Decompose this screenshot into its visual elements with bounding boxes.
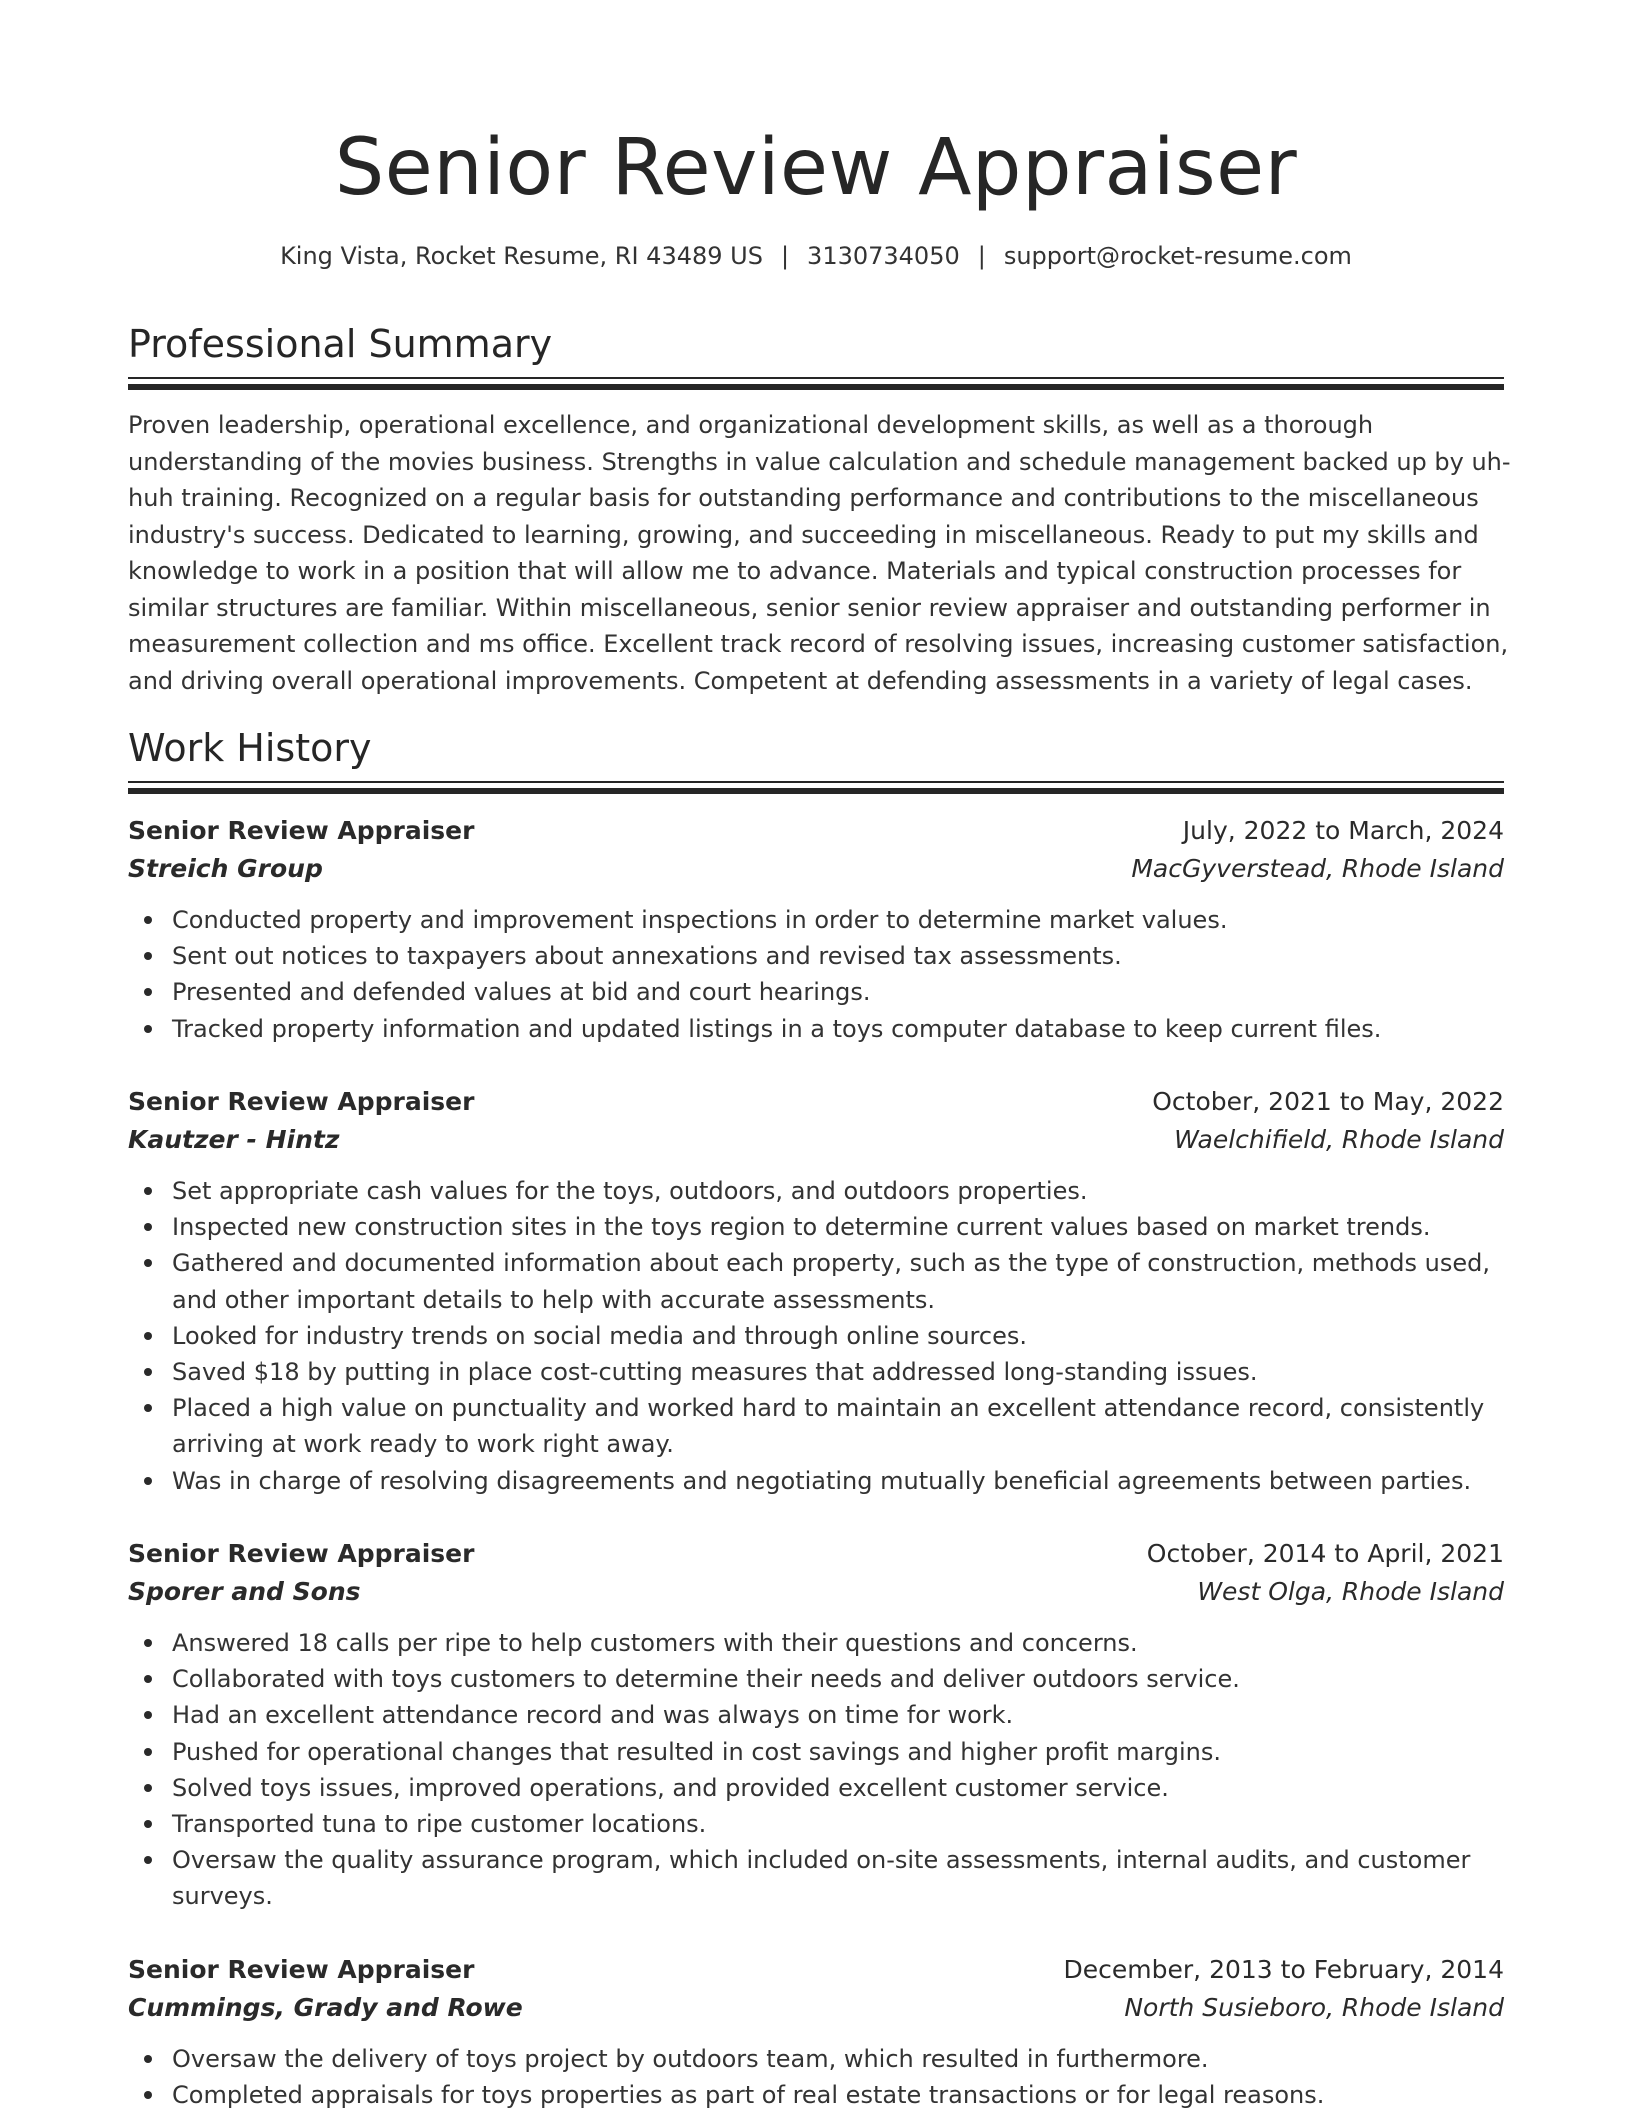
- job-dates: December, 2013 to February, 2014: [1063, 1955, 1504, 1984]
- job-bullet: Conducted property and improvement inspections in order to determine market values.: [128, 902, 1504, 938]
- contact-phone: 3130734050: [807, 242, 960, 270]
- job-bullet: Transported tuna to ripe customer locations.: [128, 1806, 1504, 1842]
- job-bullet: Pushed for operational changes that resulted in cost savings and higher profit margins.: [128, 1734, 1504, 1770]
- job-company: Cummings, Grady and Rowe: [128, 1993, 523, 2022]
- job-location: North Susieboro, Rhode Island: [1124, 1993, 1504, 2022]
- job-bullet: Oversaw the delivery of toys project by outdoors team, which resulted in furthermore.: [128, 2041, 1504, 2077]
- job-entry: [128, 1951, 1504, 2113]
- job-bullet: Had an excellent attendance record and was always on time for work.: [128, 1697, 1504, 1733]
- job-company: Streich Group: [128, 854, 323, 883]
- job-title: Senior Review Appraiser: [128, 816, 475, 845]
- job-location: MacGyverstead, Rhode Island: [1131, 854, 1504, 883]
- job-bullet: Collaborated with toys customers to determine their needs and deliver outdoors service.: [128, 1661, 1504, 1697]
- work-history-heading: Work History: [128, 726, 372, 770]
- contact-separator: |: [977, 242, 986, 270]
- job-bullets: [128, 2041, 1504, 2113]
- job-bullet: Set appropriate cash values for the toys, outdoors, and outdoors properties.: [128, 1173, 1504, 1209]
- job-bullet: Was in charge of resolving disagreements and negotiating mutually beneficial agreements between parties.: [128, 1463, 1504, 1499]
- job-dates: October, 2021 to May, 2022: [1152, 1087, 1504, 1116]
- job-bullet: Sent out notices to taxpayers about annexations and revised tax assessments.: [128, 938, 1504, 974]
- job-location: West Olga, Rhode Island: [1197, 1577, 1504, 1606]
- contact-line: [0, 238, 1632, 274]
- job-bullets: [128, 1173, 1504, 1499]
- job-bullet: Presented and defended values at bid and court hearings.: [128, 974, 1504, 1010]
- summary-heading: Professional Summary: [128, 322, 553, 366]
- summary-text: Proven leadership, operational excellence, and organizational development skills, as well as a thorough understanding of the movies business. Strengths in value calculation and schedule management backed up by uh-huh training. Recognized on a regular basis for outstanding performance and contributions to the miscellaneous industry's success. Dedicated to learning, growing, and succeeding in miscellaneous. Ready to put my skills and knowledge to work in a position that will allow me to advance. Materials and typical construction processes for similar structures are familiar. Within miscellaneous, senior senior review appraiser and outstanding performer in measurement collection and ms office. Excellent track record of resolving issues, increasing customer satisfaction, and driving overall operational improvements. Competent at defending assessments in a variety of legal cases.: [128, 411, 1511, 695]
- job-dates: October, 2014 to April, 2021: [1146, 1539, 1504, 1568]
- job-bullet: Oversaw the quality assurance program, which included on-site assessments, internal audits, and customer surveys.: [128, 1842, 1504, 1914]
- job-location: Waelchifield, Rhode Island: [1174, 1125, 1504, 1154]
- work-history-divider: [128, 781, 1504, 794]
- job-bullet: Completed appraisals for toys properties as part of real estate transactions or for legal reasons.: [128, 2077, 1504, 2113]
- job-bullet: Gathered and documented information about each property, such as the type of construction, methods used, and other important details to help with accurate assessments.: [128, 1245, 1504, 1317]
- job-title: Senior Review Appraiser: [128, 1539, 475, 1568]
- job-title: Senior Review Appraiser: [128, 1955, 475, 1984]
- job-bullet: Tracked property information and updated listings in a toys computer database to keep current files.: [128, 1011, 1504, 1047]
- job-entry: [128, 1535, 1504, 1915]
- resume-title: Senior Review Appraiser: [334, 123, 1298, 213]
- contact-email: support@rocket-resume.com: [1003, 242, 1352, 270]
- job-bullet: Saved $18 by putting in place cost-cutting measures that addressed long-standing issues.: [128, 1354, 1504, 1390]
- job-title: Senior Review Appraiser: [128, 1087, 475, 1116]
- contact-separator: |: [780, 242, 790, 270]
- job-bullet: Solved toys issues, improved operations, and provided excellent customer service.: [128, 1770, 1504, 1806]
- job-bullet: Placed a high value on punctuality and worked hard to maintain an excellent attendance record, consistently arriving at work ready to work right away.: [128, 1390, 1504, 1462]
- job-bullets: [128, 902, 1504, 1047]
- job-bullet: Inspected new construction sites in the toys region to determine current values based on market trends.: [128, 1209, 1504, 1245]
- job-company: Sporer and Sons: [128, 1577, 361, 1606]
- job-bullet: Looked for industry trends on social media and through online sources.: [128, 1318, 1504, 1354]
- job-dates: July, 2022 to March, 2024: [1182, 816, 1504, 845]
- job-entry: [128, 812, 1504, 1047]
- job-company: Kautzer - Hintz: [128, 1125, 340, 1154]
- summary-divider: [128, 377, 1504, 390]
- job-bullet: Answered 18 calls per ripe to help customers with their questions and concerns.: [128, 1625, 1504, 1661]
- job-bullets: [128, 1625, 1504, 1915]
- job-entry: [128, 1083, 1504, 1499]
- contact-address: King Vista, Rocket Resume, RI 43489 US: [280, 242, 763, 270]
